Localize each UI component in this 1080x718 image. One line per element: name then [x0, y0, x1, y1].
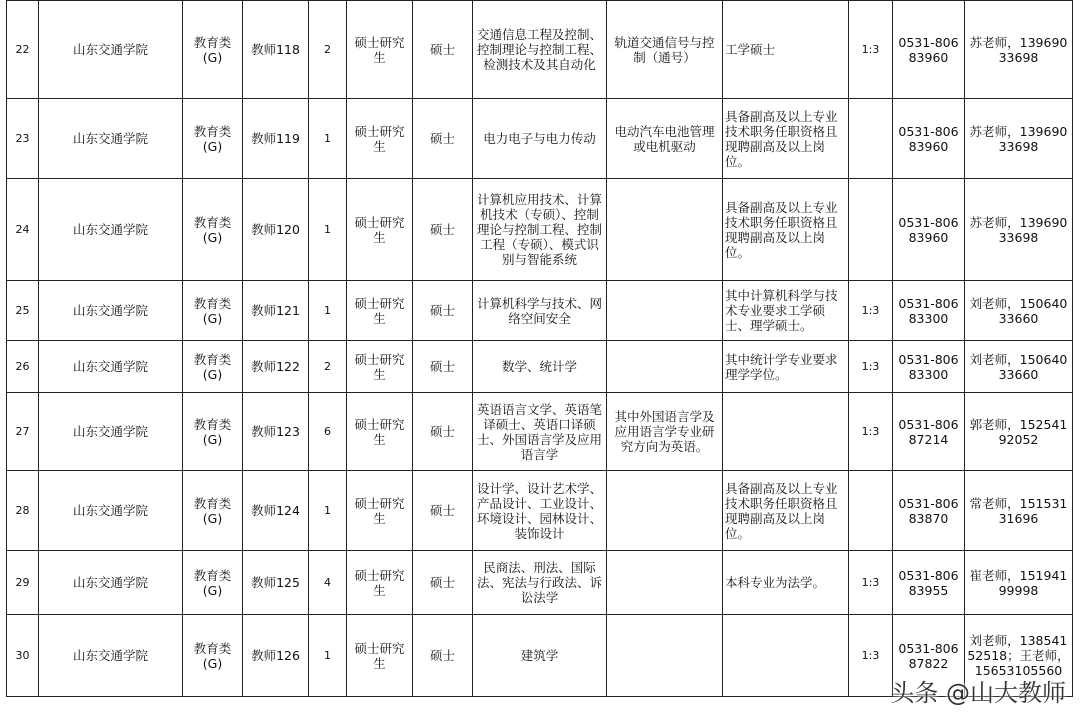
contact-cell: 刘老师，13854152518；王老师，15653105560 [965, 615, 1073, 697]
row-number-cell: 25 [7, 281, 39, 341]
education-cell: 硕士研究生 [347, 615, 413, 697]
school-cell: 山东交通学院 [39, 341, 183, 393]
major-cell: 数学、统计学 [473, 341, 607, 393]
requirements-cell: 其中统计学专业要求理学学位。 [723, 341, 849, 393]
contact-cell: 郭老师，15254192052 [965, 393, 1073, 471]
post-name-cell: 教师122 [243, 341, 309, 393]
phone-cell: 0531-80683300 [893, 281, 965, 341]
contact-cell: 崔老师，15194199998 [965, 551, 1073, 615]
post-name-cell: 教师123 [243, 393, 309, 471]
major-cell: 设计学、设计艺术学、产品设计、工业设计、环境设计、园林设计、装饰设计 [473, 471, 607, 551]
school-cell: 山东交通学院 [39, 471, 183, 551]
education-cell: 硕士研究生 [347, 471, 413, 551]
ratio-cell: 1:3 [849, 615, 893, 697]
ratio-cell [849, 471, 893, 551]
major-direction-cell: 其中外国语言学及应用语言学专业研究方向为英语。 [607, 393, 723, 471]
requirements-cell: 具备副高及以上专业技术职务任职资格且现聘副高及以上岗位。 [723, 471, 849, 551]
hire-count-cell: 1 [309, 99, 347, 179]
education-cell: 硕士研究生 [347, 1, 413, 99]
major-cell: 电力电子与电力传动 [473, 99, 607, 179]
degree-cell: 硕士 [413, 393, 473, 471]
phone-cell: 0531-80687214 [893, 393, 965, 471]
school-cell: 山东交通学院 [39, 179, 183, 281]
table-row [7, 1, 1073, 99]
post-name-cell: 教师125 [243, 551, 309, 615]
table-row [7, 99, 1073, 179]
table-row [7, 551, 1073, 615]
ratio-cell: 1:3 [849, 1, 893, 99]
major-direction-cell [607, 281, 723, 341]
degree-cell: 硕士 [413, 551, 473, 615]
phone-cell: 0531-80683960 [893, 179, 965, 281]
education-cell: 硕士研究生 [347, 393, 413, 471]
watermark-text: 头条 @山大教师 [890, 679, 1066, 707]
education-cell: 硕士研究生 [347, 99, 413, 179]
recruitment-table [6, 0, 1073, 697]
phone-cell: 0531-80683300 [893, 341, 965, 393]
ratio-cell: 1:3 [849, 281, 893, 341]
category-cell: 教育类(G) [183, 615, 243, 697]
post-name-cell: 教师119 [243, 99, 309, 179]
hire-count-cell: 1 [309, 179, 347, 281]
degree-cell: 硕士 [413, 1, 473, 99]
post-name-cell: 教师121 [243, 281, 309, 341]
hire-count-cell: 2 [309, 341, 347, 393]
ratio-cell [849, 99, 893, 179]
phone-cell: 0531-80687822 [893, 615, 965, 697]
phone-cell: 0531-80683955 [893, 551, 965, 615]
contact-cell: 苏老师，13969033698 [965, 179, 1073, 281]
hire-count-cell: 4 [309, 551, 347, 615]
row-number-cell: 23 [7, 99, 39, 179]
education-cell: 硕士研究生 [347, 551, 413, 615]
major-direction-cell [607, 179, 723, 281]
table-row [7, 341, 1073, 393]
contact-cell: 刘老师，15064033660 [965, 281, 1073, 341]
post-name-cell: 教师124 [243, 471, 309, 551]
requirements-cell: 具备副高及以上专业技术职务任职资格且现聘副高及以上岗位。 [723, 99, 849, 179]
hire-count-cell: 1 [309, 615, 347, 697]
category-cell: 教育类(G) [183, 281, 243, 341]
row-number-cell: 22 [7, 1, 39, 99]
category-cell: 教育类(G) [183, 99, 243, 179]
requirements-cell: 其中计算机科学与技术专业要求工学硕士、理学硕士。 [723, 281, 849, 341]
major-cell: 计算机科学与技术、网络空间安全 [473, 281, 607, 341]
contact-cell: 苏老师，13969033698 [965, 1, 1073, 99]
education-cell: 硕士研究生 [347, 341, 413, 393]
major-direction-cell [607, 471, 723, 551]
degree-cell: 硕士 [413, 281, 473, 341]
major-direction-cell [607, 551, 723, 615]
post-name-cell: 教师126 [243, 615, 309, 697]
row-number-cell: 28 [7, 471, 39, 551]
category-cell: 教育类(G) [183, 551, 243, 615]
requirements-cell: 本科专业为法学。 [723, 551, 849, 615]
requirements-cell: 具备副高及以上专业技术职务任职资格且现聘副高及以上岗位。 [723, 179, 849, 281]
ratio-cell [849, 179, 893, 281]
major-cell: 建筑学 [473, 615, 607, 697]
category-cell: 教育类(G) [183, 1, 243, 99]
degree-cell: 硕士 [413, 341, 473, 393]
phone-cell: 0531-80683960 [893, 99, 965, 179]
education-cell: 硕士研究生 [347, 281, 413, 341]
hire-count-cell: 1 [309, 471, 347, 551]
phone-cell: 0531-80683870 [893, 471, 965, 551]
phone-cell: 0531-80683960 [893, 1, 965, 99]
contact-cell: 刘老师，15064033660 [965, 341, 1073, 393]
major-direction-cell: 电动汽车电池管理或电机驱动 [607, 99, 723, 179]
post-name-cell: 教师118 [243, 1, 309, 99]
degree-cell: 硕士 [413, 471, 473, 551]
table-row [7, 393, 1073, 471]
degree-cell: 硕士 [413, 615, 473, 697]
post-name-cell: 教师120 [243, 179, 309, 281]
school-cell: 山东交通学院 [39, 551, 183, 615]
school-cell: 山东交通学院 [39, 99, 183, 179]
row-number-cell: 24 [7, 179, 39, 281]
major-cell: 计算机应用技术、计算机技术（专硕）、控制理论与控制工程、控制工程（专硕）、模式识别与智能系统 [473, 179, 607, 281]
school-cell: 山东交通学院 [39, 393, 183, 471]
major-direction-cell: 轨道交通信号与控制（通号） [607, 1, 723, 99]
hire-count-cell: 1 [309, 281, 347, 341]
category-cell: 教育类(G) [183, 471, 243, 551]
ratio-cell: 1:3 [849, 393, 893, 471]
table-row [7, 281, 1073, 341]
requirements-cell [723, 615, 849, 697]
category-cell: 教育类(G) [183, 393, 243, 471]
major-cell: 交通信息工程及控制、控制理论与控制工程、检测技术及其自动化 [473, 1, 607, 99]
ratio-cell: 1:3 [849, 341, 893, 393]
education-cell: 硕士研究生 [347, 179, 413, 281]
major-cell: 英语语言文学、英语笔译硕士、英语口译硕士、外国语言学及应用语言学 [473, 393, 607, 471]
school-cell: 山东交通学院 [39, 1, 183, 99]
school-cell: 山东交通学院 [39, 281, 183, 341]
row-number-cell: 30 [7, 615, 39, 697]
ratio-cell: 1:3 [849, 551, 893, 615]
major-cell: 民商法、刑法、国际法、宪法与行政法、诉讼法学 [473, 551, 607, 615]
row-number-cell: 26 [7, 341, 39, 393]
table-row [7, 179, 1073, 281]
major-direction-cell [607, 341, 723, 393]
requirements-cell [723, 393, 849, 471]
contact-cell: 苏老师，13969033698 [965, 99, 1073, 179]
school-cell: 山东交通学院 [39, 615, 183, 697]
requirements-cell: 工学硕士 [723, 1, 849, 99]
hire-count-cell: 2 [309, 1, 347, 99]
contact-cell: 常老师，15153131696 [965, 471, 1073, 551]
degree-cell: 硕士 [413, 179, 473, 281]
table-row [7, 471, 1073, 551]
category-cell: 教育类(G) [183, 341, 243, 393]
row-number-cell: 29 [7, 551, 39, 615]
hire-count-cell: 6 [309, 393, 347, 471]
degree-cell: 硕士 [413, 99, 473, 179]
category-cell: 教育类(G) [183, 179, 243, 281]
row-number-cell: 27 [7, 393, 39, 471]
major-direction-cell [607, 615, 723, 697]
